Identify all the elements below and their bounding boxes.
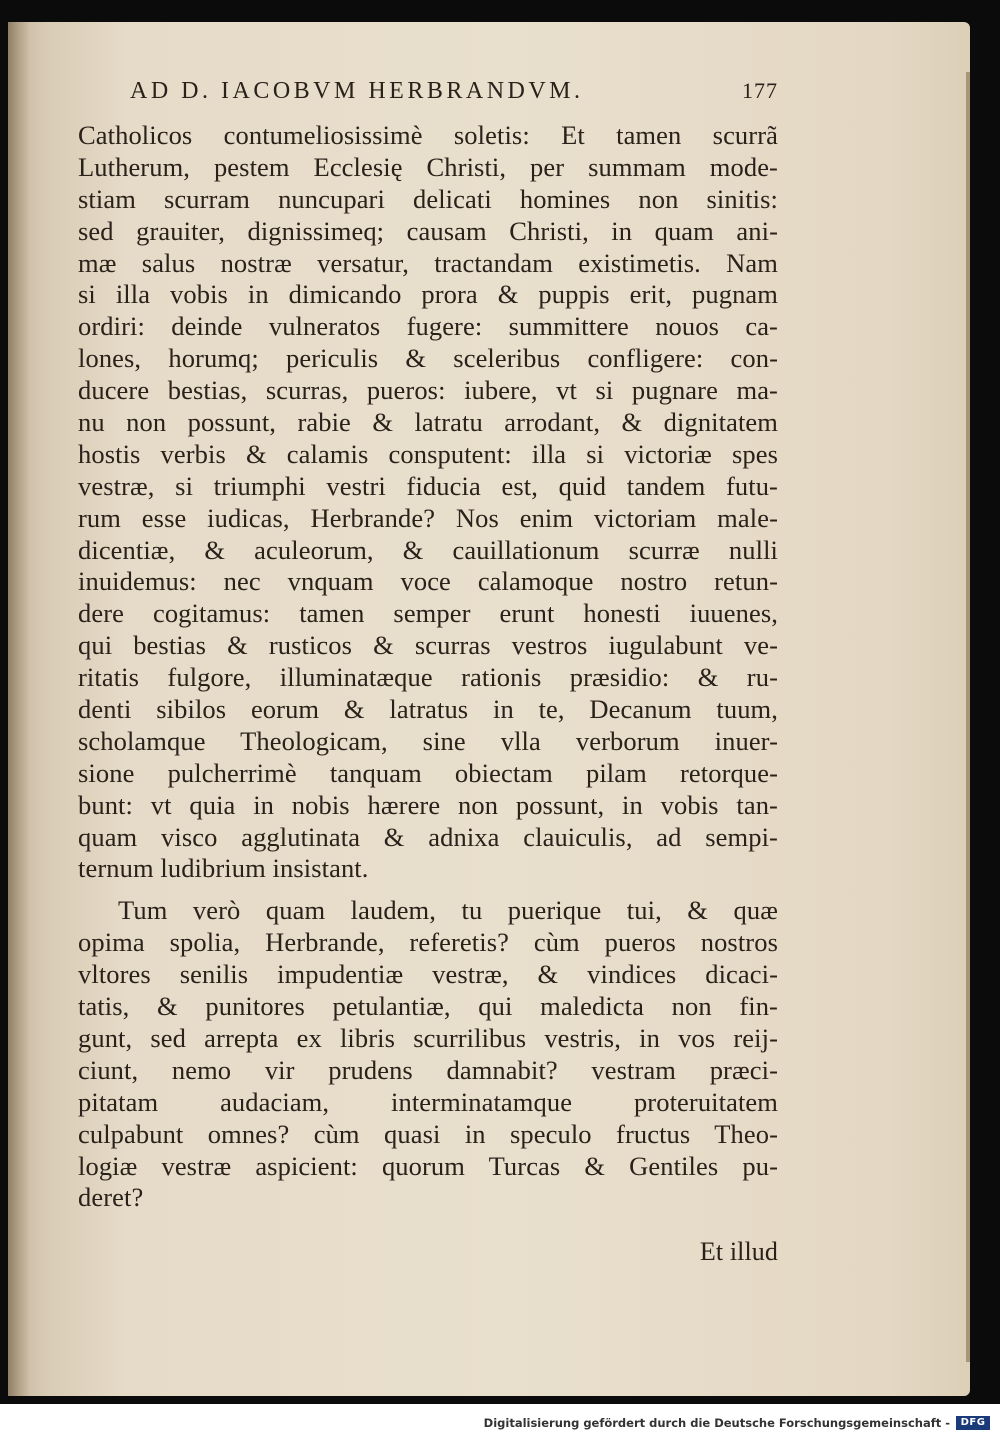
text-line: scholamque Theologicam, sine vlla verborum inuer- xyxy=(78,725,778,756)
text-line: ordiri: deinde vulneratos fugere: summittere nouos ca- xyxy=(78,311,778,342)
page-edge xyxy=(966,72,970,1362)
funding-credit: Digitalisierung gefördert durch die Deutsche Forschungsgemeinschaft - xyxy=(483,1416,950,1430)
text-line: si illa vobis in dimicando prora & puppis erit, pugnam xyxy=(78,279,778,310)
text-line: ciunt, nemo vir prudens damnabit? vestram præci- xyxy=(78,1054,778,1085)
text-line: denti sibilos eorum & latratus in te, Decanum tuum, xyxy=(78,694,778,725)
text-line: rum esse iudicas, Herbrande? Nos enim victoriam male- xyxy=(78,502,778,533)
text-line: sed grauiter, dignissimeq; causam Christi, in quam ani- xyxy=(78,215,778,246)
text-line: dicentiæ, & aculeorum, & cauillationum scurræ nulli xyxy=(78,534,778,565)
dfg-logo-icon: DFG xyxy=(956,1416,990,1430)
text-line: Lutherum, pestem Ecclesię Christi, per summam mode- xyxy=(78,151,778,182)
paper-page xyxy=(8,22,970,1396)
text-line: gunt, sed arrepta ex libris scurrilibus vestris, in vos reij- xyxy=(78,1022,778,1053)
running-title: AD D. IACOBVM HERBRANDVM. xyxy=(130,78,584,104)
paragraph-2 xyxy=(78,895,778,1214)
text-line: qui bestias & rusticos & scurras vestros iugulabunt ve- xyxy=(78,630,778,661)
text-line: lones, horumq; periculis & sceleribus confligere: con- xyxy=(78,343,778,374)
text-line: nu non possunt, rabie & latratu arrodant, & dignitatem xyxy=(78,407,778,438)
text-line: bunt: vt quia in nobis hærere non possunt, in vobis tan- xyxy=(78,789,778,820)
text-line: inuidemus: nec vnquam voce calamoque nostro retun- xyxy=(78,566,778,597)
text-line: sione pulcherrimè tanquam obiectam pilam retorque- xyxy=(78,757,778,788)
text-line: ternum ludibrium insistant. xyxy=(78,853,369,884)
paragraph-1 xyxy=(78,120,778,885)
text-line: mæ salus nostræ versatur, tractandam existimetis. Nam xyxy=(78,247,778,278)
catchword: Et illud xyxy=(699,1237,778,1267)
text-line: ritatis fulgore, illuminatæque rationis præsidio: & ru- xyxy=(78,662,778,693)
text-line: stiam scurram nuncupari delicati homines non sinitis: xyxy=(78,183,778,214)
text-line: Catholicos contumeliosissimè soletis: Et tamen scurrã xyxy=(78,120,778,150)
running-header xyxy=(130,78,778,110)
text-line: deret? xyxy=(78,1182,144,1213)
text-line: opima spolia, Herbrande, referetis? cùm pueros nostros xyxy=(78,927,778,958)
footer-bar xyxy=(0,1404,1000,1442)
text-line: hostis verbis & calamis consputent: illa si victoriæ spes xyxy=(78,438,778,469)
text-line: ducere bestias, scurras, pueros: iubere, vt si pugnare ma- xyxy=(78,375,778,406)
text-line: Tum verò quam laudem, tu puerique tui, & quæ xyxy=(118,895,778,926)
text-line: pitatam audaciam, interminatamque proteruitatem xyxy=(78,1086,778,1117)
text-line: culpabunt omnes? cùm quasi in speculo fructus Theo- xyxy=(78,1118,778,1149)
page-number: 177 xyxy=(742,78,778,103)
text-line: dere cogitamus: tamen semper erunt honesti iuuenes, xyxy=(78,598,778,629)
text-line: tatis, & punitores petulantiæ, qui maledicta non fin- xyxy=(78,991,778,1022)
text-line: vltores senilis impudentiæ vestræ, & vindices dicaci- xyxy=(78,959,778,990)
text-line: vestræ, si triumphi vestri fiducia est, quid tandem futu- xyxy=(78,470,778,501)
text-line: logiæ vestræ aspicient: quorum Turcas & Gentiles pu- xyxy=(78,1150,778,1181)
text-block xyxy=(78,78,778,1268)
text-line: quam visco agglutinata & adnixa clauiculis, ad sempi- xyxy=(78,821,778,852)
